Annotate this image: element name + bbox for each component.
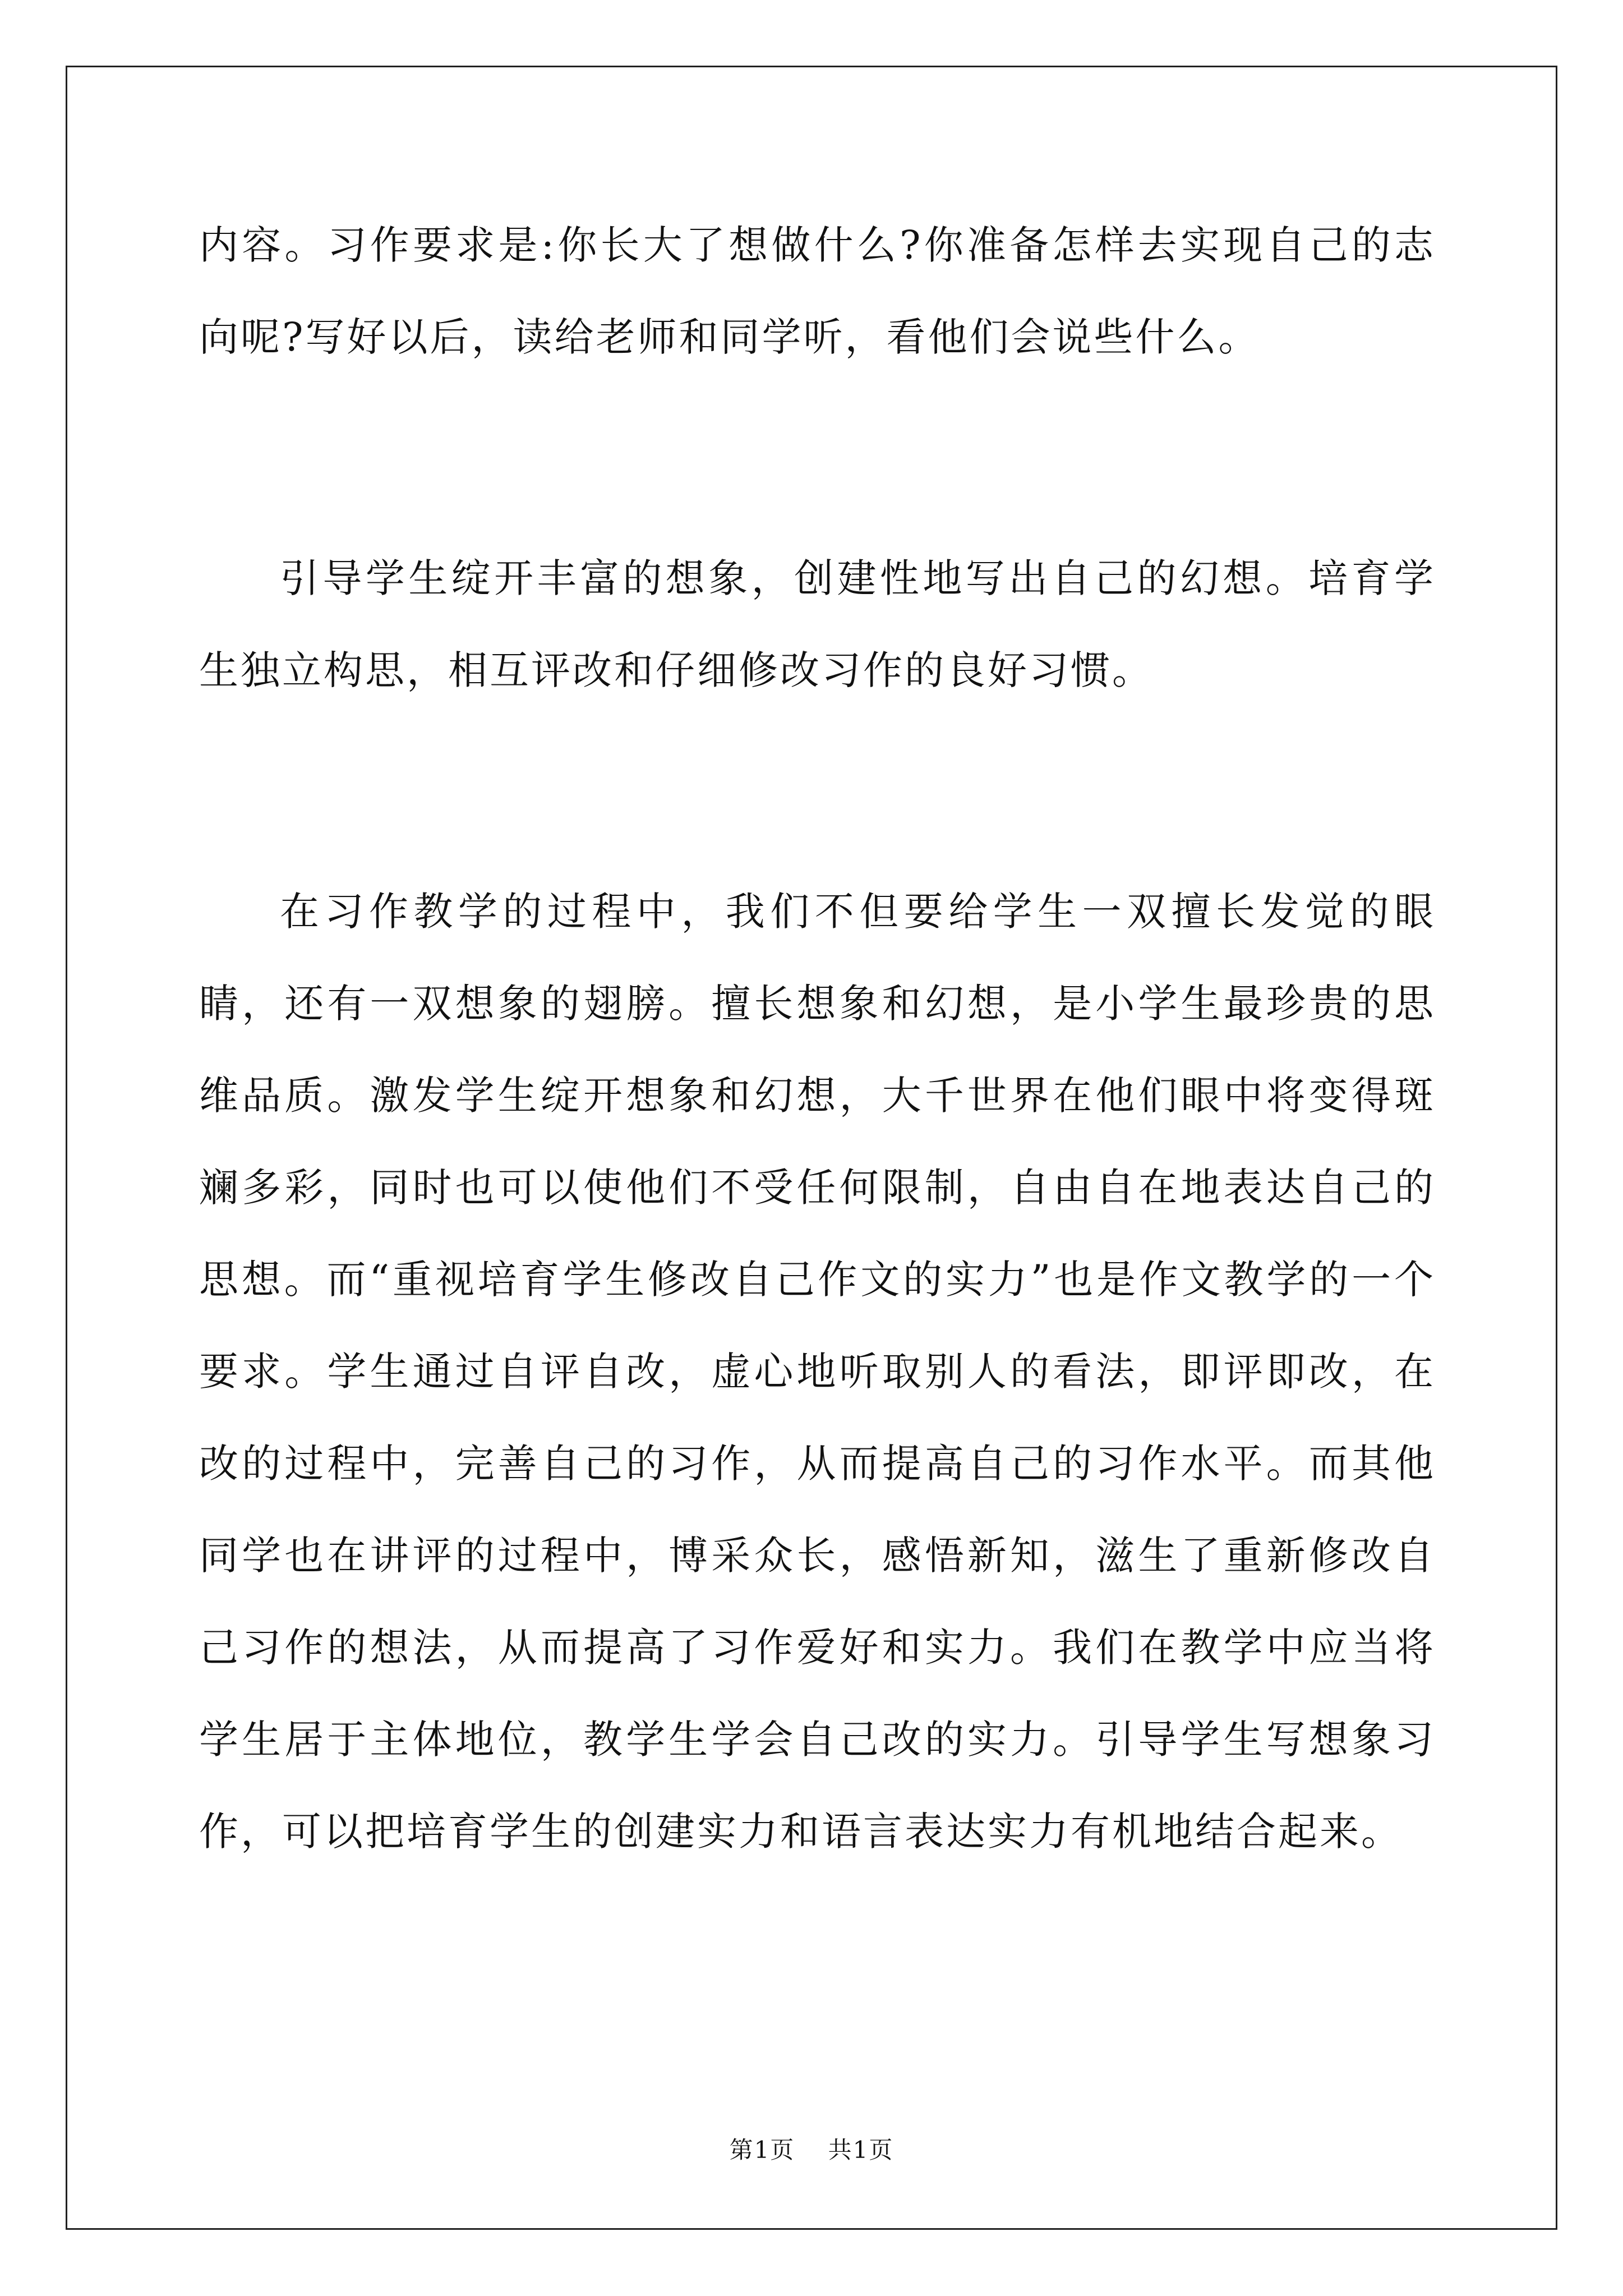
page-footer	[0, 2132, 1623, 2165]
document-body	[199, 199, 1436, 1878]
paragraph-3: 在习作教学的过程中，我们不但要给学生一双擅长发觉的眼睛，还有一双想象的翅膀。擅长想象和幻想，是小学生最珍贵的思维品质。激发学生绽开想象和幻想，大千世界在他们眼中将变得斑斓多彩，同时也可以使他们不受任何限制，自由自在地表达自己的思想。而“重视培育学生修改自己作文的实力”也是作文教学的一个要求。学生通过自评自改，虚心地听取别人的看法，即评即改，在改的过程中，完善自己的习作，从而提高自己的习作水平。而其他同学也在讲评的过程中，博采众长，感悟新知，滋生了重新修改自己习作的想法，从而提高了习作爱好和实力。我们在教学中应当将学生居于主体地位，教学生学会自己改的实力。引导学生写想象习作，可以把培育学生的创建实力和语言表达实力有机地结合起来。	[199, 889, 1436, 1855]
page-total: 共1页	[828, 2136, 894, 2164]
paragraph-spacer	[199, 716, 1436, 866]
paragraph-1: 内容。习作要求是:你长大了想做什么?你准备怎样去实现自己的志向呢?写好以后，读给老师和同学听，看他们会说些什么。	[199, 222, 1436, 360]
page-number: 第1页	[729, 2136, 795, 2164]
paragraph-spacer	[199, 383, 1436, 532]
paragraph-2: 引导学生绽开丰富的想象，创建性地写出自己的幻想。培育学生独立构思，相互评改和仔细修改习作的良好习惯。	[199, 555, 1436, 693]
